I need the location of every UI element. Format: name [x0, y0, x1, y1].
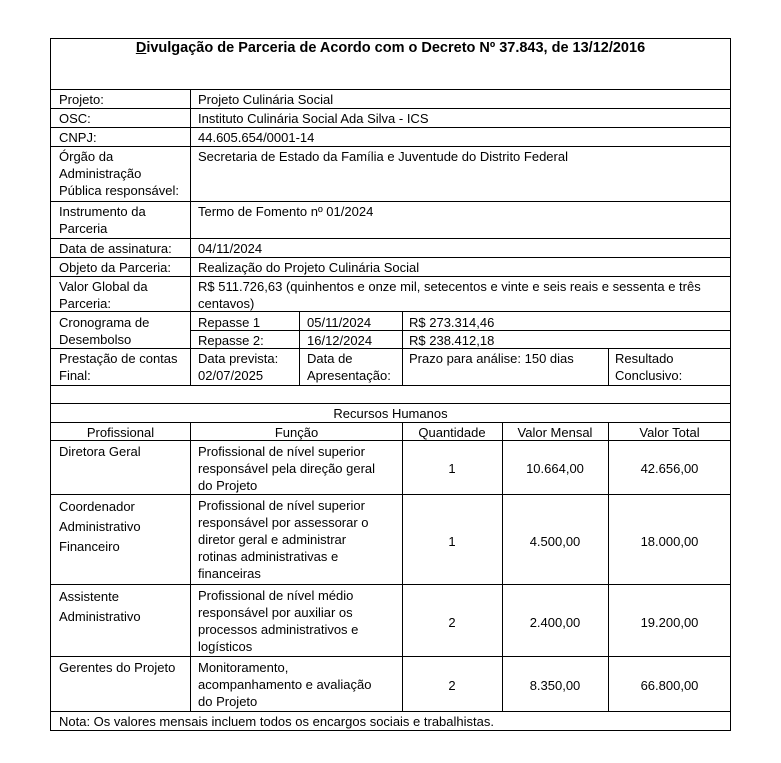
- row-funcao: Monitoramento, acompanhamento e avaliação do Projeto: [198, 660, 372, 709]
- row-funcao: Profissional de nível superior responsável por assessorar o diretor geral e administrar rotinas administrativas e financeiras: [198, 498, 369, 581]
- document-title: Divulgação de Parceria de Acordo com o Decreto Nº 37.843, de 13/12/2016: [135, 40, 646, 56]
- row-valor-mensal: 4.500,00: [529, 534, 581, 549]
- row-valor-total: 19.200,00: [640, 615, 699, 630]
- repasse-1-date: 05/11/2024: [307, 315, 372, 330]
- row-valor-mensal: 10.664,00: [526, 461, 584, 476]
- col-funcao: Função: [274, 425, 319, 440]
- assinatura-label: Data de assinatura:: [59, 241, 172, 256]
- row-quantidade: 2: [448, 678, 456, 693]
- repasse-2-date: 16/12/2024: [307, 333, 373, 348]
- row-profissional: Gerentes do Projeto: [59, 660, 176, 675]
- orgao-label: Órgão da Administração Pública responsável:: [59, 149, 179, 198]
- row-valor-total: 42.656,00: [640, 461, 699, 476]
- cnpj-label: CNPJ:: [59, 130, 97, 145]
- valor-value: R$ 511.726,63 (quinhentos e onze mil, setecentos e vinte e seis reais e sessenta e três centavos): [198, 279, 701, 311]
- valor-label: Valor Global da Parceria:: [59, 279, 148, 311]
- row-valor-mensal: 2.400,00: [529, 615, 581, 630]
- prestacao-label: Prestação de contas Final:: [59, 351, 178, 383]
- col-valor-total: Valor Total: [639, 425, 700, 440]
- data-apresentacao: Data de Apresentação:: [307, 351, 391, 383]
- row-valor-total: 18.000,00: [640, 534, 699, 549]
- cnpj-value: 44.605.654/0001-14: [198, 130, 315, 145]
- osc-label: OSC:: [59, 111, 91, 126]
- repasse-1-value: R$ 273.314,46: [409, 315, 495, 330]
- row-quantidade: 2: [448, 615, 456, 630]
- objeto-value: Realização do Projeto Culinária Social: [198, 260, 420, 275]
- projeto-value: Projeto Culinária Social: [198, 92, 334, 107]
- repasse-2-value: R$ 238.412,18: [409, 333, 495, 348]
- footnote: Nota: Os valores mensais incluem todos os encargos sociais e trabalhistas.: [59, 714, 494, 729]
- objeto-label: Objeto da Parceria:: [59, 260, 172, 275]
- instrumento-value: Termo de Fomento nº 01/2024: [198, 204, 374, 219]
- col-profissional: Profissional: [86, 425, 155, 440]
- row-funcao: Profissional de nível superior responsável pela direção geral do Projeto: [198, 444, 376, 493]
- orgao-value: Secretaria de Estado da Família e Juventude do Distrito Federal: [198, 149, 568, 164]
- partnership-disclosure-table: [50, 38, 731, 731]
- row-quantidade: 1: [448, 461, 456, 476]
- osc-value: Instituto Culinária Social Ada Silva - ICS: [198, 111, 429, 126]
- projeto-label: Projeto:: [59, 92, 104, 107]
- row-profissional: Diretora Geral: [59, 444, 141, 459]
- rh-heading: Recursos Humanos: [333, 406, 448, 421]
- row-quantidade: 1: [448, 534, 456, 549]
- row-valor-mensal: 8.350,00: [529, 678, 581, 693]
- repasse-2-name: Repasse 2:: [198, 333, 264, 348]
- assinatura-value: 04/11/2024: [198, 241, 263, 256]
- row-valor-total: 66.800,00: [640, 678, 699, 693]
- col-quantidade: Quantidade: [418, 425, 486, 440]
- cronograma-label: Cronograma de Desembolso: [59, 315, 150, 347]
- row-profissional: Assistente Administrativo: [59, 589, 141, 624]
- data-prevista: Data prevista: 02/07/2025: [198, 351, 279, 383]
- row-funcao: Profissional de nível médio responsável por auxiliar os processos administrativos e logísticos: [198, 588, 359, 654]
- repasse-1-name: Repasse 1: [198, 315, 261, 330]
- col-valor-mensal: Valor Mensal: [517, 425, 593, 440]
- prazo-analise: Prazo para análise: 150 dias: [409, 351, 574, 366]
- row-profissional: Coordenador Administrativo Financeiro: [59, 499, 141, 554]
- resultado-conclusivo: Resultado Conclusivo:: [615, 351, 683, 383]
- instrumento-label: Instrumento da Parceria: [59, 204, 146, 236]
